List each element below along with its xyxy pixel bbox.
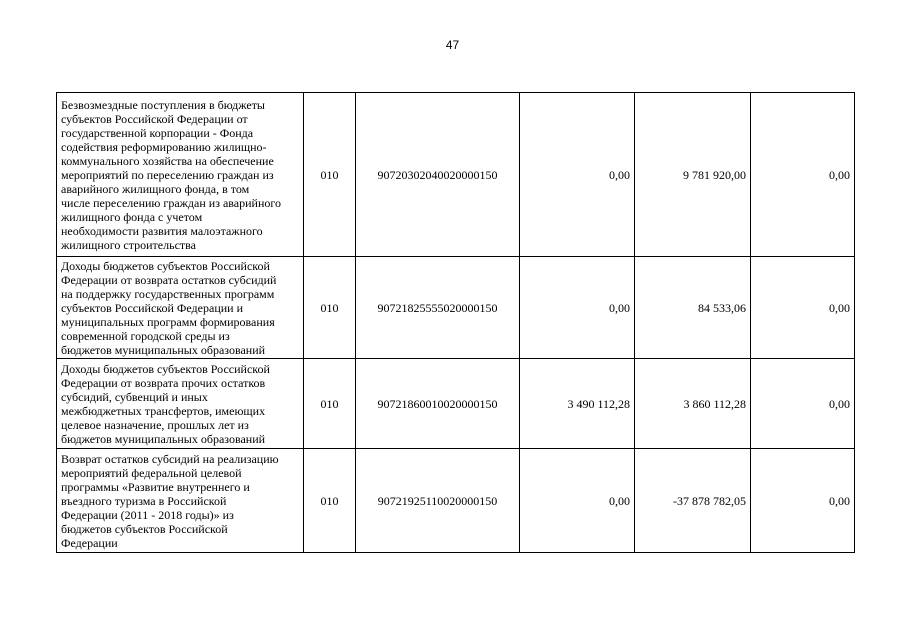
row-value-2-cell: 84 533,06 xyxy=(635,257,751,359)
row-value-1-cell: 3 490 112,28 xyxy=(520,359,635,449)
row-code-cell: 010 xyxy=(304,449,356,553)
row-value-3-cell: 0,00 xyxy=(751,257,855,359)
row-kbk-cell: 90721925110020000150 xyxy=(356,449,520,553)
table-row xyxy=(57,449,855,553)
row-value-2-cell: -37 878 782,05 xyxy=(635,449,751,553)
row-kbk-cell: 90720302040020000150 xyxy=(356,93,520,257)
row-name-cell: Доходы бюджетов субъектов Российской Федерации от возврата прочих остатков субсидий, субвенций и иных межбюджетных трансфертов, имеющих целевое назначение, прошлых лет из бюджетов муниципальных образований xyxy=(57,359,304,449)
table-row xyxy=(57,93,855,257)
table-row xyxy=(57,359,855,449)
row-value-1-cell: 0,00 xyxy=(520,257,635,359)
row-value-3-cell: 0,00 xyxy=(751,93,855,257)
budget-table xyxy=(56,92,855,553)
table-row xyxy=(57,257,855,359)
row-value-1-cell: 0,00 xyxy=(520,93,635,257)
row-code-cell: 010 xyxy=(304,93,356,257)
row-name-cell: Доходы бюджетов субъектов Российской Федерации от возврата остатков субсидий на поддержку государственных программ субъектов Российской Федерации и муниципальных программ формирования современной городской среды из бюджетов муниципальных образований xyxy=(57,257,304,359)
row-name-cell: Возврат остатков субсидий на реализацию мероприятий федеральной целевой программы «Развитие внутреннего и въездного туризма в Российской Федерации (2011 - 2018 годы)» из бюджетов субъектов Российской Федерации xyxy=(57,449,304,553)
row-value-3-cell: 0,00 xyxy=(751,359,855,449)
row-code-cell: 010 xyxy=(304,359,356,449)
row-name-cell: Безвозмездные поступления в бюджеты субъектов Российской Федерации от государственной корпорации - Фонда содействия реформированию жилищно- коммунального хозяйства на обеспечение мероприятий по переселению граждан из аварийного жилищного фонда, в том числе переселению граждан из аварийного жилищного фонда с учетом необходимости развития малоэтажного жилищного строительства xyxy=(57,93,304,257)
row-kbk-cell: 90721860010020000150 xyxy=(356,359,520,449)
page-number: 47 xyxy=(445,38,460,52)
row-value-3-cell: 0,00 xyxy=(751,449,855,553)
row-code-cell: 010 xyxy=(304,257,356,359)
row-kbk-cell: 90721825555020000150 xyxy=(356,257,520,359)
row-value-2-cell: 3 860 112,28 xyxy=(635,359,751,449)
row-value-1-cell: 0,00 xyxy=(520,449,635,553)
row-value-2-cell: 9 781 920,00 xyxy=(635,93,751,257)
